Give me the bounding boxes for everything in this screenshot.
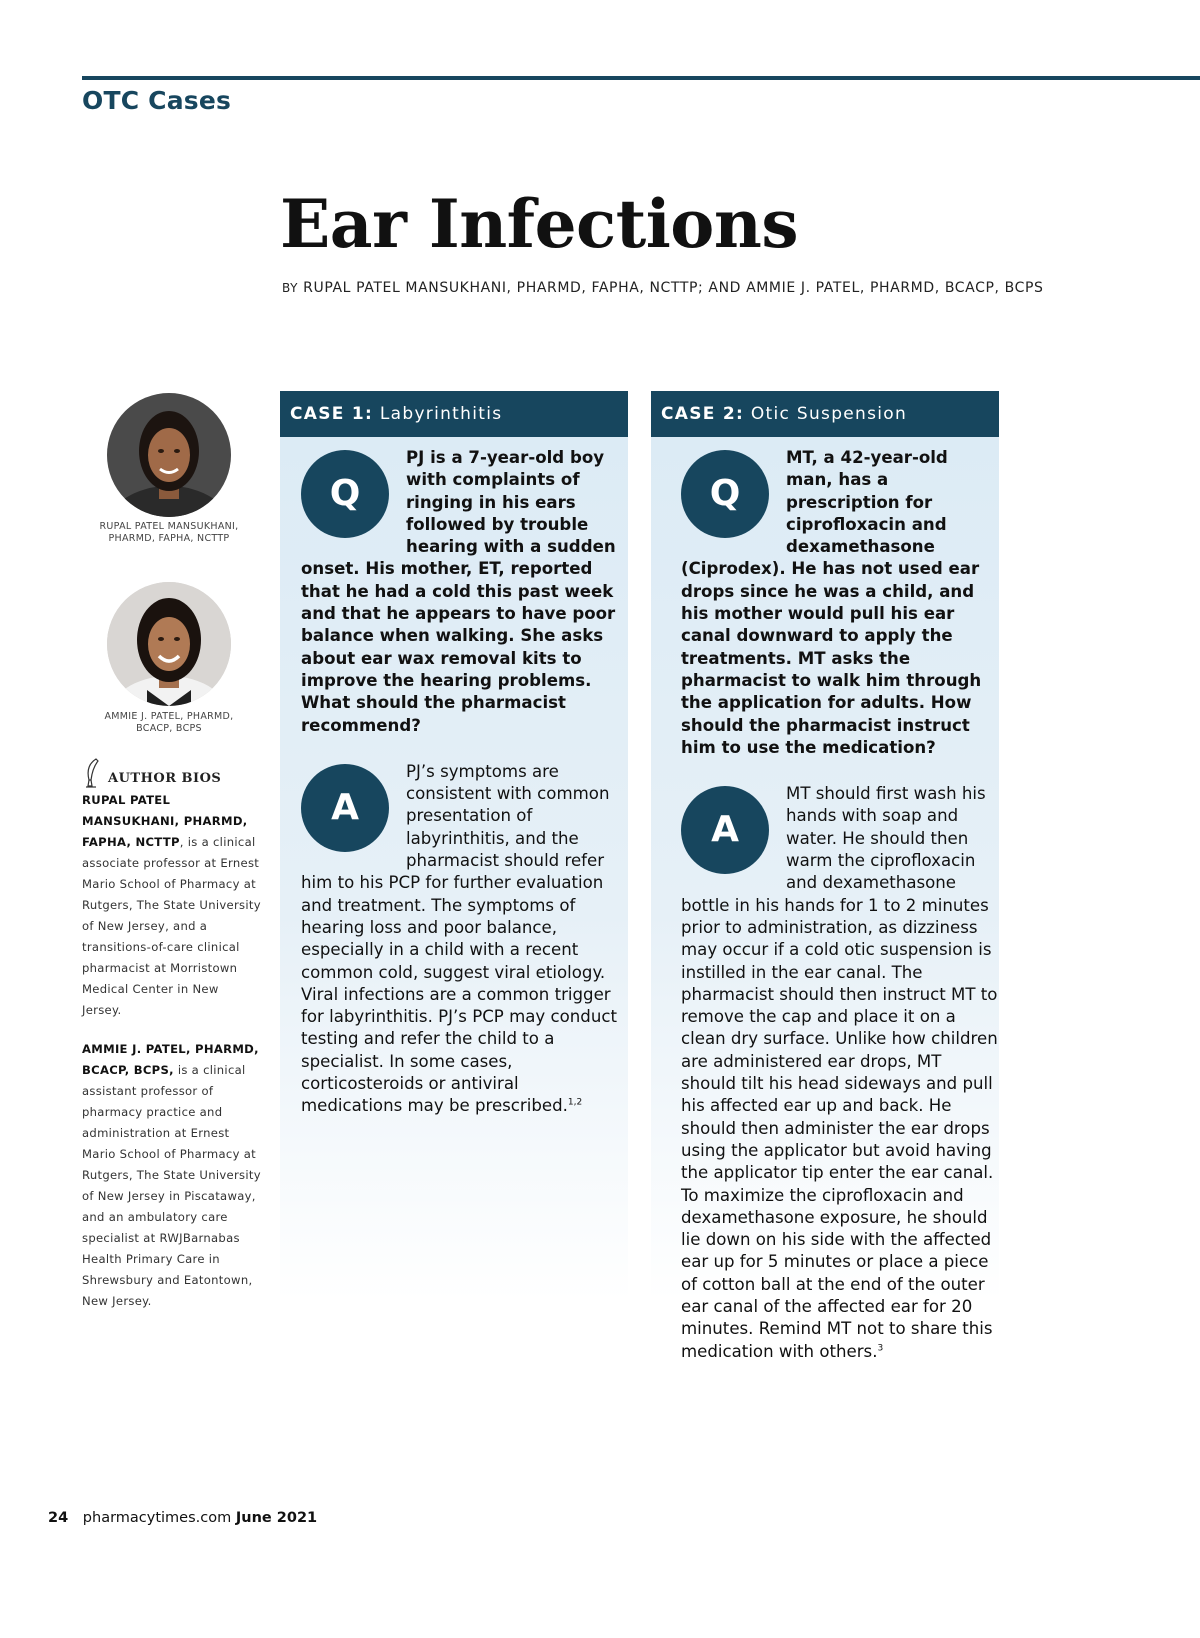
author-bios: [82, 758, 262, 1330]
quill-pen-icon: [82, 758, 100, 788]
question-text: MT, a 42-year-old man, has a prescription for ciprofloxacin and dexamethasone (Ciprodex). He has not used ear drops since he was a child, and his mother would pull his ear canal downward to apply the treatments. MT asks the pharmacist to walk him through the application for adults. How should the pharmacist instruct him to use the medication?: [681, 448, 982, 757]
case-1-body: [301, 447, 619, 1118]
case-2-header: [651, 391, 999, 437]
case-1-answer: [301, 761, 619, 1118]
case-1-question: [301, 447, 619, 737]
photo-caption-patel: [79, 711, 259, 734]
case-label: CASE 1:: [290, 404, 374, 424]
bios-heading-text: AUTHOR BIOS: [108, 771, 222, 786]
answer-badge: A: [301, 764, 389, 852]
bio-name: RUPAL PATEL MANSUKHANI, PHARMD, FAPHA, NCTTP: [82, 793, 248, 849]
case-2-panel: [651, 391, 999, 1361]
reference-superscript: 1,2: [567, 1097, 583, 1108]
page-number: 24: [48, 1510, 69, 1526]
section-label: OTC Cases: [82, 86, 232, 115]
bios-heading: [82, 758, 262, 788]
case-2-body: [681, 447, 999, 1363]
case-1-panel: [280, 391, 628, 1301]
question-badge: Q: [681, 450, 769, 538]
answer-badge: A: [681, 786, 769, 874]
bio-text: , is a clinical associate professor at Ernest Mario School of Pharmacy at Rutgers, The State University of New Jersey, and a transitions-of-care clinical pharmacist at Morristown Medical Center in New Jersey.: [82, 835, 261, 1017]
top-rule: [82, 76, 1200, 80]
answer-text: MT should first wash his hands with soap and water. He should then warm the ciprofloxacin and dexamethasone bottle in his hands for 1 to 2 minutes prior to administration, as dizziness may occur if a cold otic suspension is instilled in the ear canal. The pharmacist should then instruct MT to remove the cap and place it on a clean dry surface. Unlike how children are administered ear drops, MT should tilt his head sideways and pull his affected ear up and back. He should then administer the ear drops using the applicator but avoid having the applicator tip enter the ear canal. To maximize the ciprofloxacin and dexamethasone exposure, he should lie down on his side with the affected ear up for 5 minutes or place a piece of cotton ball at the end of the outer ear canal of the affected ear for 20 minutes. Remind MT not to share this medication with others.: [681, 784, 998, 1361]
author-photo-patel: [107, 582, 231, 706]
case-2-answer: [681, 783, 999, 1363]
photo-caption-mansukhani: [79, 521, 259, 544]
case-2-question: [681, 447, 999, 759]
bio-name: AMMIE J. PATEL, PHARMD, BCACP, BCPS,: [82, 1042, 259, 1077]
byline-prefix: BY: [282, 281, 299, 295]
byline-authors: RUPAL PATEL MANSUKHANI, PHARMD, FAPHA, NCTTP; AND AMMIE J. PATEL, PHARMD, BCACP, BCPS: [303, 280, 1044, 296]
caption-line: BCACP, BCPS: [136, 722, 202, 734]
case-label: CASE 2:: [661, 404, 745, 424]
footer-issue: June 2021: [235, 1510, 318, 1526]
question-text: PJ is a 7-year-old boy with complaints of ringing in his ears followed by trouble hearing with a sudden onset. His mother, ET, reported that he had a cold this past week and that he appears to have poor balance when walking. She asks about ear wax removal kits to improve the hearing problems. What should the pharmacist recommend?: [301, 448, 616, 735]
question-badge: Q: [301, 450, 389, 538]
answer-text: PJ’s symptoms are consistent with common presentation of labyrinthitis, and the pharmacist should refer him to his PCP for further evaluation and treatment. The symptoms of hearing loss and poor balance, especially in a child with a recent common cold, suggest viral etiology. Viral infections are a common trigger for labyrinthitis. PJ’s PCP may conduct testing and refer the child to a specialist. In some cases, corticosteroids or antiviral medications may be prescribed.: [301, 761, 617, 1116]
caption-line: AMMIE J. PATEL, PHARMD,: [104, 711, 234, 722]
case-name: Otic Suspension: [750, 404, 908, 424]
case-name: Labyrinthitis: [379, 404, 503, 424]
author-photo-mansukhani: [107, 393, 231, 517]
reference-superscript: 3: [877, 1343, 884, 1354]
bio-mansukhani: [82, 790, 262, 1021]
page-footer: [48, 1510, 317, 1526]
case-1-header: [280, 391, 628, 437]
bio-text: is a clinical assistant professor of pharmacy practice and administration at Ernest Mario School of Pharmacy at Rutgers, The State University of New Jersey in Piscataway, and an ambulatory care specialist at RWJBarnabas Health Primary Care in Shrewsbury and Eatontown, New Jersey.: [82, 1063, 261, 1308]
byline: [282, 280, 1043, 296]
article-title: Ear Infections: [280, 185, 798, 263]
caption-line: PHARMD, FAPHA, NCTTP: [108, 532, 230, 544]
bio-patel: [82, 1039, 262, 1312]
caption-line: RUPAL PATEL MANSUKHANI,: [99, 521, 239, 532]
footer-site[interactable]: pharmacytimes.com: [82, 1510, 232, 1526]
